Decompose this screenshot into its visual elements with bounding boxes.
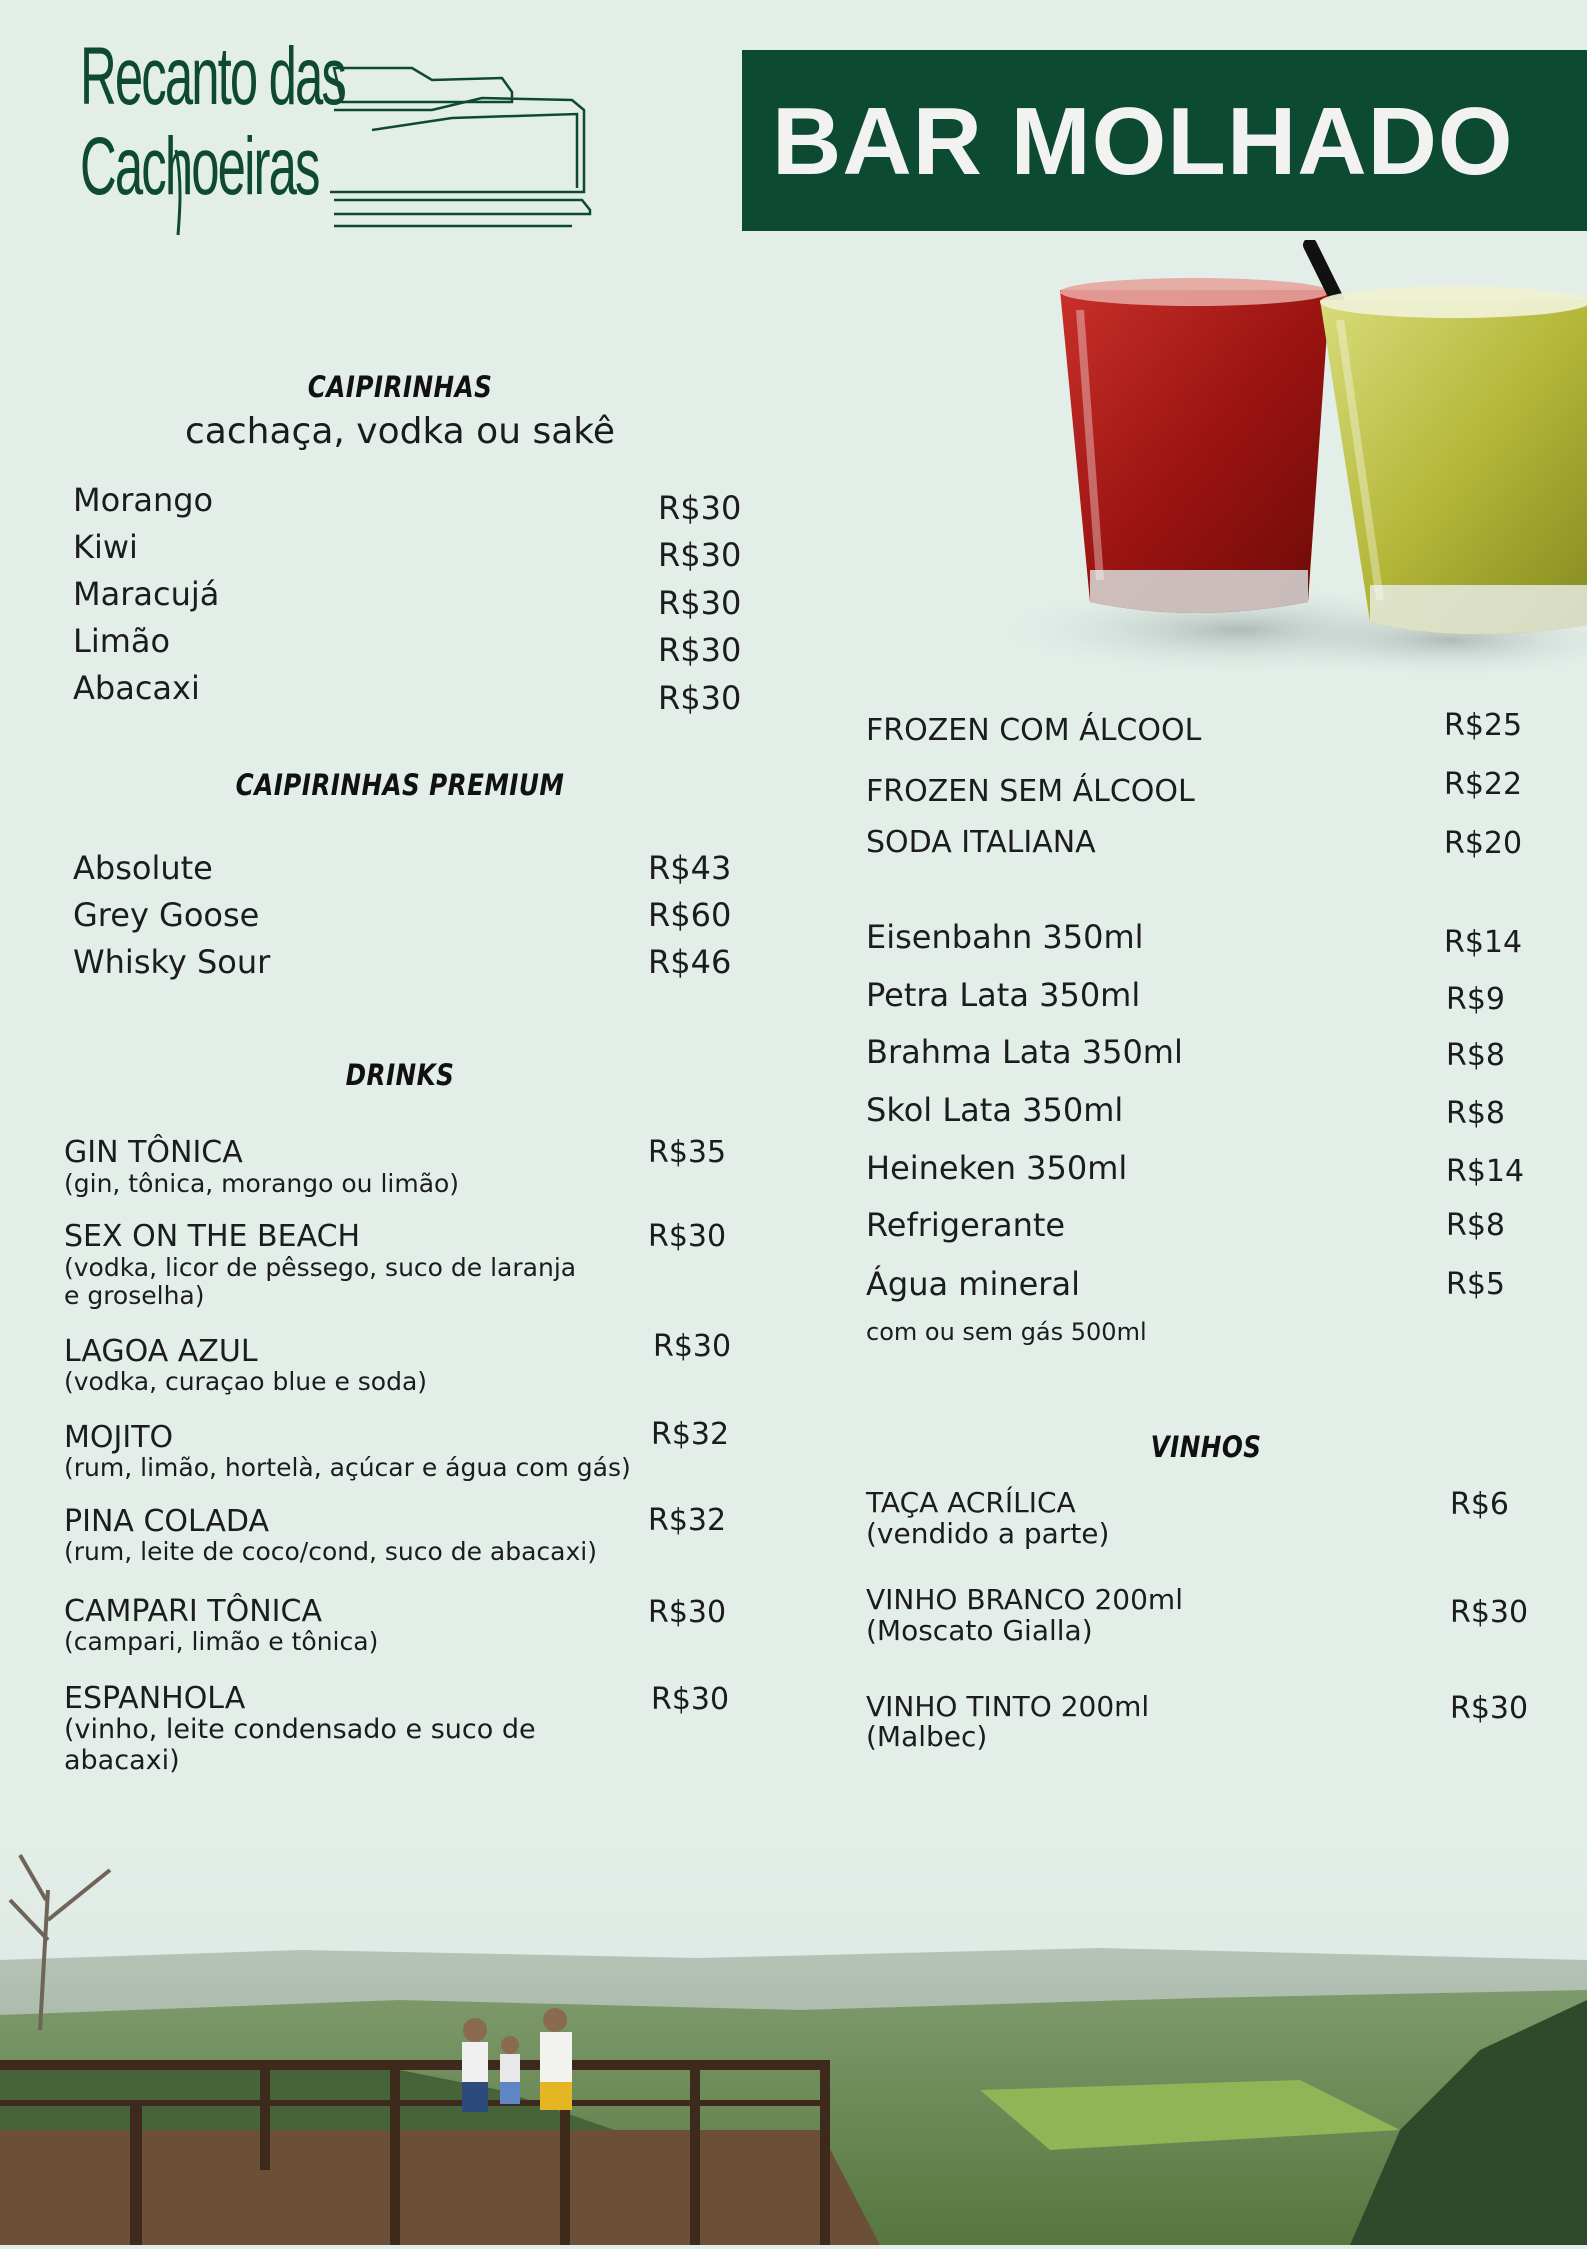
item-name: PINA COLADA (64, 1504, 270, 1539)
item-price: R$14 (1446, 1154, 1525, 1189)
item-price: R$9 (1446, 982, 1506, 1017)
item-description: e groselha) (64, 1281, 205, 1310)
item-price: R$32 (651, 1417, 730, 1452)
item-price: R$35 (648, 1135, 727, 1170)
item-name: Morango (73, 481, 214, 519)
item-name: SEX ON THE BEACH (64, 1219, 361, 1254)
title-banner (742, 50, 1587, 231)
item-name: SODA ITALIANA (866, 825, 1096, 860)
item-price: R$8 (1446, 1208, 1506, 1243)
item-price: R$20 (1444, 826, 1523, 861)
item-name: Whisky Sour (73, 943, 271, 981)
brand-logo (72, 30, 612, 250)
item-price: R$25 (1444, 708, 1523, 743)
item-price: R$43 (648, 849, 732, 887)
item-description: (rum, limão, hortelà, açúcar e água com gás) (64, 1453, 631, 1482)
item-price: R$22 (1444, 767, 1523, 802)
item-price: R$6 (1450, 1487, 1510, 1522)
item-name: Absolute (73, 849, 213, 887)
waterfall-viewpoint-landscape-image (0, 1830, 1587, 2245)
section-heading-drinks: DRINKS (345, 1058, 455, 1092)
item-price: R$30 (658, 631, 742, 669)
item-description: (campari, limão e tônica) (64, 1627, 379, 1656)
item-name: MOJITO (64, 1420, 174, 1455)
item-name: Refrigerante (866, 1206, 1066, 1244)
section-heading-premium: CAIPIRINHAS PREMIUM (235, 768, 565, 802)
item-price: R$30 (648, 1595, 727, 1630)
item-description: (Moscato Gialla) (866, 1614, 1093, 1647)
item-price: R$46 (648, 943, 732, 981)
item-description: (vinho, leite condensado e suco de (64, 1714, 536, 1745)
item-name: VINHO TINTO 200ml (866, 1690, 1150, 1723)
item-description: (vodka, curaçao blue e soda) (64, 1367, 428, 1396)
item-price: R$30 (658, 679, 742, 717)
item-name: Grey Goose (73, 896, 260, 934)
item-name: Limão (73, 622, 171, 660)
item-price: R$30 (648, 1219, 727, 1254)
waterfall-logo-icon (72, 30, 612, 250)
logo-line-1: Recanto das (80, 31, 346, 122)
caipirinhas-subtitle: cachaça, vodka ou sakê (185, 411, 615, 452)
page-title: BAR MOLHADO (772, 88, 1514, 195)
logo-line-2: Cachoeiras (80, 121, 319, 212)
item-description: (vendido a parte) (866, 1517, 1110, 1550)
item-price: R$60 (648, 896, 732, 934)
item-name: Maracujá (73, 575, 220, 613)
item-description: abacaxi) (64, 1745, 180, 1776)
item-description: (rum, leite de coco/cond, suco de abacaxi) (64, 1537, 597, 1566)
item-name: Petra Lata 350ml (866, 976, 1141, 1014)
item-description: (vodka, licor de pêssego, suco de laranja (64, 1253, 577, 1282)
item-price: R$5 (1446, 1267, 1506, 1302)
item-name: Água mineral (866, 1265, 1080, 1303)
item-price: R$30 (658, 536, 742, 574)
item-name: VINHO BRANCO 200ml (866, 1583, 1183, 1616)
item-name: GIN TÔNICA (64, 1135, 243, 1170)
item-name: Heineken 350ml (866, 1149, 1128, 1187)
item-price: R$30 (653, 1329, 732, 1364)
item-name: LAGOA AZUL (64, 1334, 258, 1369)
item-name: Skol Lata 350ml (866, 1091, 1124, 1129)
item-description: (gin, tônica, morango ou limão) (64, 1169, 460, 1198)
item-name: ESPANHOLA (64, 1681, 246, 1716)
item-name: Eisenbahn 350ml (866, 918, 1144, 956)
item-price: R$8 (1446, 1096, 1506, 1131)
item-price: R$30 (651, 1682, 730, 1717)
item-name: Kiwi (73, 528, 138, 566)
item-name: TAÇA ACRÍLICA (866, 1486, 1076, 1519)
item-price: R$30 (1450, 1691, 1529, 1726)
section-heading-caipirinhas: CAIPIRINHAS (307, 370, 493, 404)
item-description: (Malbec) (866, 1720, 988, 1753)
item-price: R$30 (658, 489, 742, 527)
item-name: FROZEN SEM ÁLCOOL (866, 774, 1195, 809)
water-note: com ou sem gás 500ml (866, 1318, 1147, 1346)
item-name: FROZEN COM ÁLCOOL (866, 713, 1202, 748)
section-heading-vinhos: VINHOS (1150, 1430, 1262, 1464)
item-price: R$14 (1444, 925, 1523, 960)
caipirinha-glasses-image (990, 240, 1587, 680)
item-name: Brahma Lata 350ml (866, 1033, 1183, 1071)
item-name: CAMPARI TÔNICA (64, 1594, 322, 1629)
item-price: R$8 (1446, 1038, 1506, 1073)
item-price: R$30 (658, 584, 742, 622)
item-price: R$32 (648, 1503, 727, 1538)
item-price: R$30 (1450, 1595, 1529, 1630)
item-name: Abacaxi (73, 669, 200, 707)
